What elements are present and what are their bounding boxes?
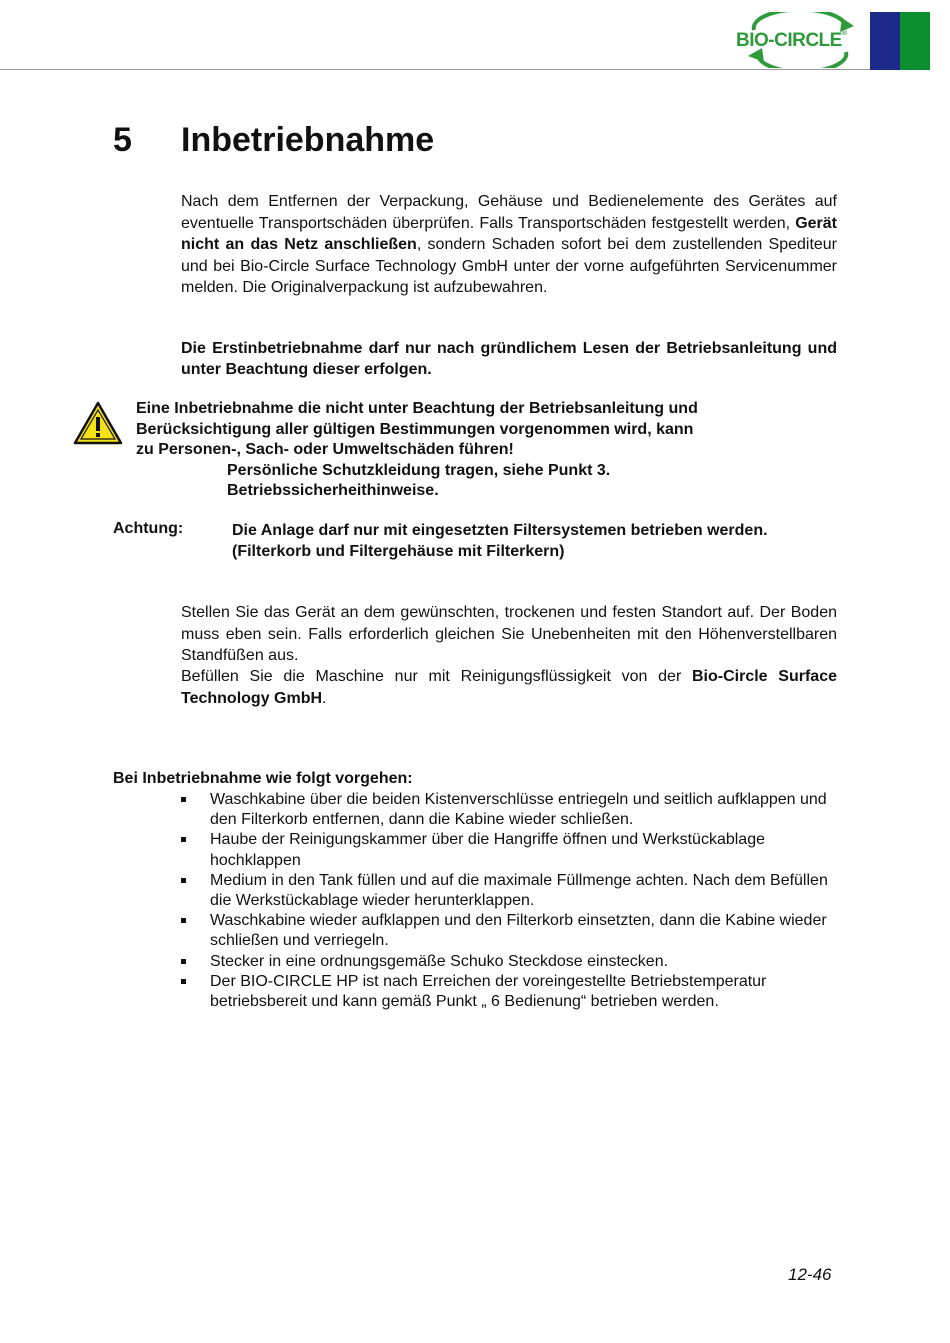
list-item: Haube der Reinigungskammer über die Hangriffe öffnen und Werkstückablage hochklappen (180, 830, 840, 870)
bullet-icon (181, 797, 186, 802)
bullet-icon (181, 918, 186, 923)
chapter-number: 5 (113, 121, 132, 159)
warning-text: Eine Inbetriebnahme die nicht unter Beachtung der Betriebsanleitung und Berücksichtigung aller gültigen Bestimmungen vorgenommen wird, kann zu Personen-, Sach- oder Umweltschäden führen! Persönliche Schutzkleidung tragen, siehe Punkt 3. Betriebssicherheithinweise. (136, 400, 698, 499)
company-name: Bio-Circle Surface Technology GmbH (181, 668, 837, 707)
intro-paragraph-2: Die Erstinbetriebnahme darf nur nach gründlichem Lesen der Betriebsanleitung und unter Beachtung dieser erfolgen. (181, 340, 837, 378)
setup-paragraph-1: Stellen Sie das Gerät an dem gewünschten, trockenen und festen Standort auf. Der Boden muss eben sein. Falls erforderlich gleichen Sie Unebenheiten mit den Höhenverstellbaren Standfüßen aus. (181, 604, 837, 664)
setup-paragraph-2: Befüllen Sie die Maschine nur mit Reinigungsflüssigkeit von der Bio-Circle Surface Technology GmbH. (181, 668, 837, 707)
chapter-title (113, 121, 434, 160)
page-number: 12-46 (788, 1265, 832, 1284)
bullet-icon (181, 837, 186, 842)
intro-paragraph-1: Nach dem Entfernen der Verpackung, Gehäuse und Bedienelemente des Gerätes auf eventuelle Transportschäden überprüfen. Falls Transportschäden festgestellt werden, Gerät nicht an das Netz anschließen, sondern Schaden sofort bei dem zustellenden Spediteur und bei Bio-Circle Surface Technology GmbH unter der vorne aufgeführten Servicenummer melden. Die Originalverpackung ist aufzubewahren. (181, 193, 838, 296)
intro-bold-warning: Gerät nicht an das Netz anschließen (181, 214, 837, 253)
achtung-text: Die Anlage darf nur mit eingesetzten Filtersystemen betrieben werden. (Filterkorb und Filtergehäuse mit Filterkern) (232, 522, 768, 560)
brand-bar-blue (870, 12, 900, 70)
bullet-icon (181, 959, 186, 964)
bio-circle-logo (734, 12, 868, 68)
brand-bar-green (900, 12, 930, 70)
bullet-icon (181, 878, 186, 883)
list-item: Waschkabine wieder aufklappen und den Filterkorb einsetzten, dann die Kabine wieder schließen und verriegeln. (180, 911, 840, 951)
list-item: Der BIO-CIRCLE HP ist nach Erreichen der voreingestellte Betriebstemperatur betriebsbereit und kann gemäß Punkt „ 6 Bedienung“ betrieben werden. (180, 972, 840, 1012)
achtung-label: Achtung: (113, 520, 184, 537)
list-item: Waschkabine über die beiden Kistenverschlüsse entriegeln und seitlich aufklappen und den Filterkorb entfernen, dann die Kabine wieder schließen. (180, 790, 840, 830)
list-item: Stecker in eine ordnungsgemäße Schuko Steckdose einstecken. (180, 952, 840, 972)
list-item: Medium in den Tank füllen und auf die maximale Füllmenge achten. Nach dem Befüllen die Werkstückablage wieder herunterklappen. (180, 871, 840, 911)
bullet-icon (181, 979, 186, 984)
steps-list (180, 790, 840, 1012)
warning-triangle-icon (73, 401, 123, 445)
logo-text: BIO-CIRCLE® (736, 30, 847, 51)
header-rule (0, 69, 873, 70)
steps-heading: Bei Inbetriebnahme wie folgt vorgehen: (113, 770, 413, 787)
chapter-title-text: Inbetriebnahme (181, 121, 435, 159)
